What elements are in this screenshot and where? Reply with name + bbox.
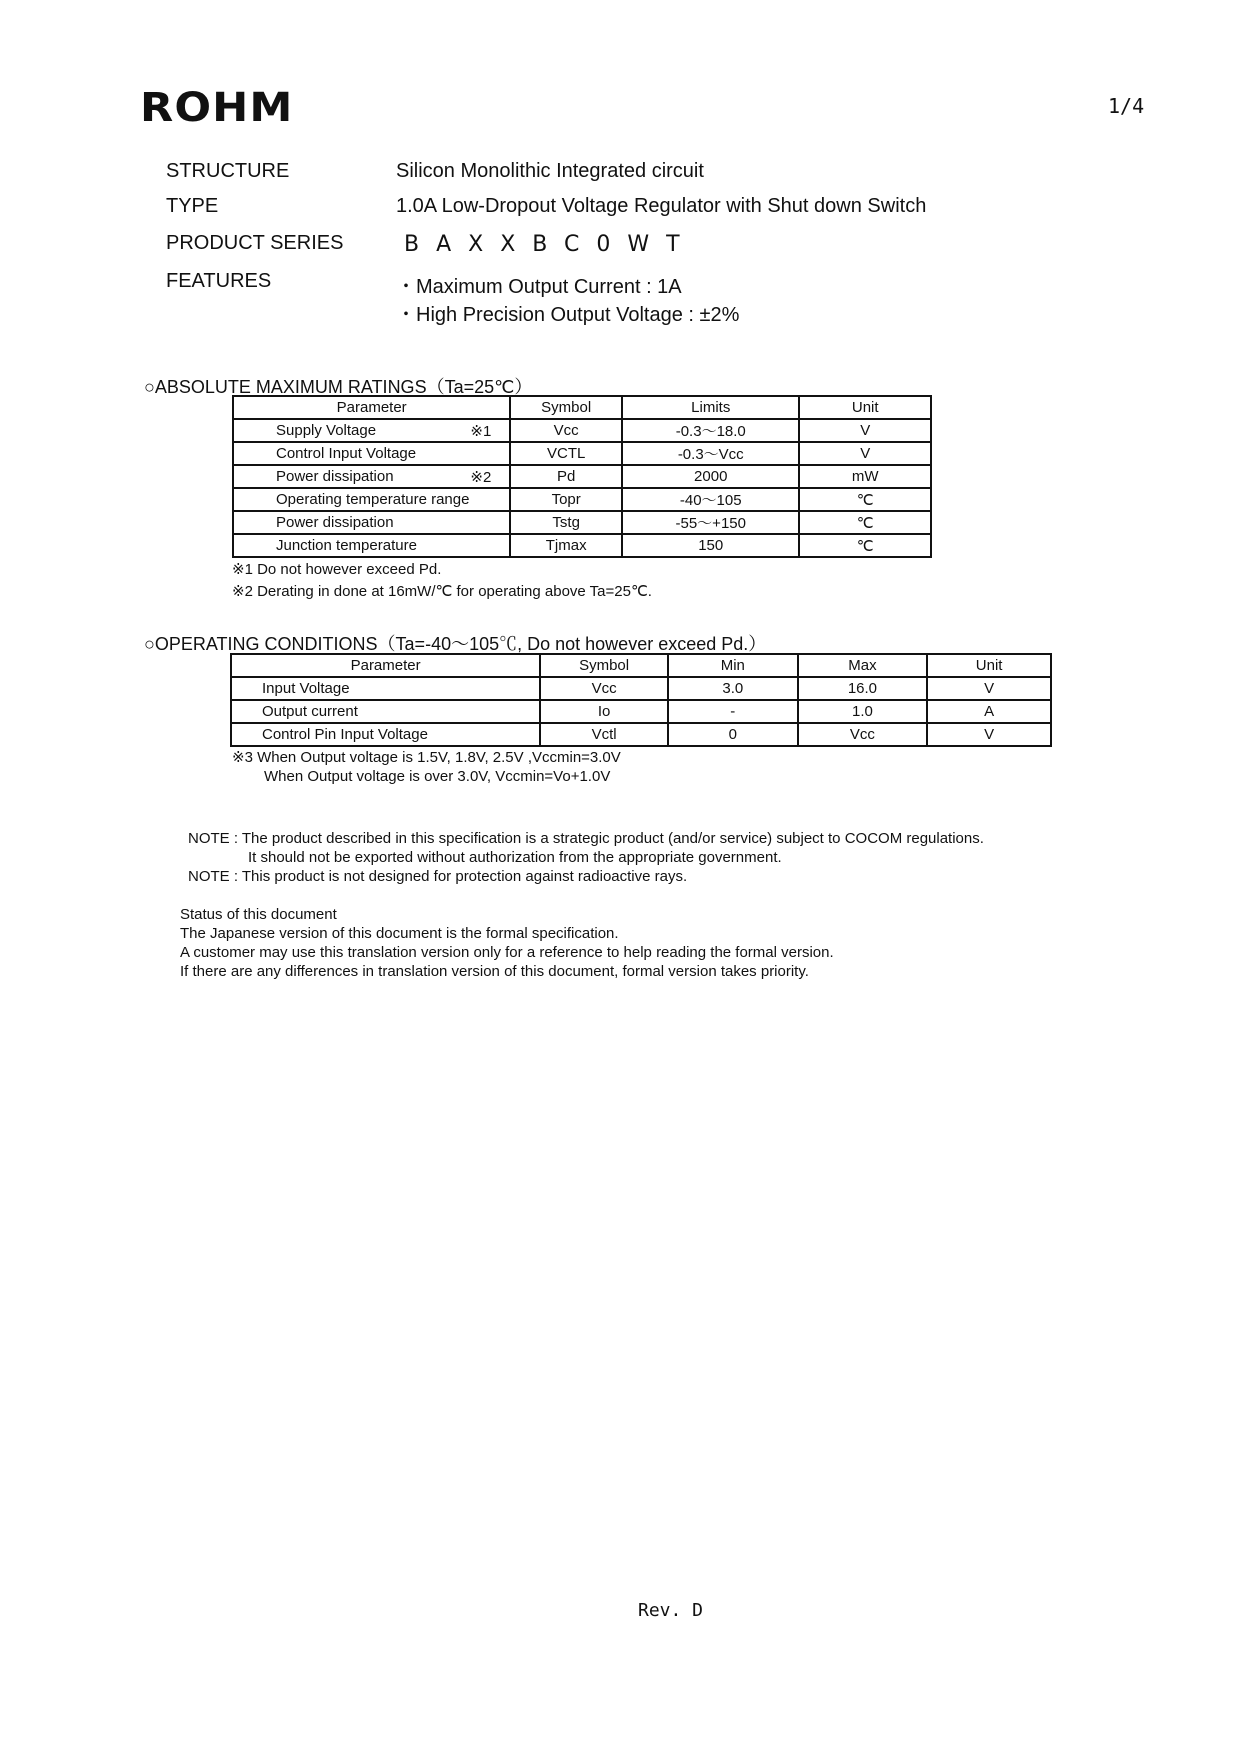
header-parameter: Parameter (231, 654, 540, 677)
param-cell: Operating temperature range (276, 491, 470, 508)
type-value: 1.0A Low-Dropout Voltage Regulator with Shut down Switch (396, 195, 927, 217)
header-symbol: Symbol (540, 654, 668, 677)
symbol-cell: Tjmax (510, 534, 622, 557)
max-cell: 1.0 (798, 700, 928, 723)
symbol-cell: Pd (510, 465, 622, 488)
param-cell: Control Pin Input Voltage (231, 723, 540, 746)
note-cocom: NOTE : The product described in this specification is a strategic product (and/or service) subject to COCOM regulations. (188, 830, 984, 847)
structure-value: Silicon Monolithic Integrated circuit (396, 160, 704, 182)
param-cell: Input Voltage (231, 677, 540, 700)
rohm-logo: ROHM (140, 85, 294, 131)
table-header-row (231, 654, 1051, 677)
symbol-cell: Topr (510, 488, 622, 511)
header-symbol: Symbol (510, 396, 622, 419)
symbol-cell: Vctl (540, 723, 668, 746)
max-cell: Vcc (798, 723, 928, 746)
min-cell: - (668, 700, 798, 723)
footnote: ※3 When Output voltage is 1.5V, 1.8V, 2.5V ,Vccmin=3.0V (232, 749, 621, 766)
abs-max-table (232, 395, 932, 558)
max-cell: 16.0 (798, 677, 928, 700)
footnote: ※2 Derating in done at 16mW/℃ for operating above Ta=25℃. (232, 583, 652, 600)
table-row (231, 723, 1051, 746)
param-cell: Power dissipation (276, 467, 394, 485)
table-row (233, 534, 931, 557)
structure-label: STRUCTURE (166, 160, 290, 182)
table-row (231, 700, 1051, 723)
symbol-cell: Vcc (540, 677, 668, 700)
table-row (233, 488, 931, 511)
limit-cell: -40～105 (622, 488, 799, 511)
symbol-cell: Vcc (510, 419, 622, 442)
op-cond-title: ○OPERATING CONDITIONS（Ta=-40～105℃, Do not however exceed Pd.） (144, 634, 767, 654)
revision-label: Rev. D (638, 1600, 704, 1621)
note-cocom-continued: It should not be exported without authorization from the appropriate government. (248, 849, 782, 866)
status-line: If there are any differences in translation version of this document, formal version takes priority. (180, 963, 809, 980)
header-min: Min (668, 654, 798, 677)
footnote: ※1 Do not however exceed Pd. (232, 561, 442, 578)
unit-cell: A (927, 700, 1051, 723)
type-label: TYPE (166, 195, 219, 217)
unit-cell: V (927, 723, 1051, 746)
unit-cell: ℃ (799, 488, 931, 511)
limit-cell: 2000 (622, 465, 799, 488)
unit-cell: V (927, 677, 1051, 700)
param-cell: Control Input Voltage (276, 445, 417, 462)
abs-max-title: ○ABSOLUTE MAXIMUM RATINGS（Ta=25℃） (144, 377, 533, 397)
table-row (233, 419, 931, 442)
features-label: FEATURES (166, 270, 272, 292)
feature-item: ・Maximum Output Current : 1A (396, 276, 682, 298)
product-series-value: BAXXBC0WT (404, 232, 697, 257)
limit-cell: -55～+150 (622, 511, 799, 534)
footnote: When Output voltage is over 3.0V, Vccmin=Vo+1.0V (264, 768, 611, 785)
table-row (231, 677, 1051, 700)
table-row (233, 465, 931, 488)
unit-cell: V (799, 419, 931, 442)
limit-cell: -0.3～18.0 (622, 419, 799, 442)
symbol-cell: VCTL (510, 442, 622, 465)
note-radiation: NOTE : This product is not designed for protection against radioactive rays. (188, 868, 688, 885)
unit-cell: ℃ (799, 511, 931, 534)
op-cond-table (230, 653, 1052, 747)
table-row (233, 511, 931, 534)
feature-item: ・High Precision Output Voltage : ±2% (396, 304, 740, 326)
product-series-label: PRODUCT SERIES (166, 232, 344, 254)
symbol-cell: Io (540, 700, 668, 723)
header-limits: Limits (622, 396, 799, 419)
min-cell: 0 (668, 723, 798, 746)
table-header-row (233, 396, 931, 419)
page-number: 1/4 (1108, 94, 1145, 118)
header-unit: Unit (799, 396, 931, 419)
header-parameter: Parameter (233, 396, 510, 419)
unit-cell: mW (799, 465, 931, 488)
param-cell: Junction temperature (276, 537, 417, 554)
status-title: Status of this document (180, 906, 337, 923)
param-cell: Output current (231, 700, 540, 723)
limit-cell: -0.3～Vcc (622, 442, 799, 465)
footnote-mark: ※2 (470, 468, 492, 486)
unit-cell: ℃ (799, 534, 931, 557)
symbol-cell: Tstg (510, 511, 622, 534)
header-max: Max (798, 654, 928, 677)
status-line: The Japanese version of this document is the formal specification. (180, 925, 619, 942)
footnote-mark: ※1 (470, 422, 492, 440)
param-cell: Supply Voltage (276, 421, 377, 439)
status-line: A customer may use this translation version only for a reference to help reading the formal version. (180, 944, 834, 961)
min-cell: 3.0 (668, 677, 798, 700)
param-cell: Power dissipation (276, 514, 394, 531)
table-row (233, 442, 931, 465)
header-unit: Unit (927, 654, 1051, 677)
limit-cell: 150 (622, 534, 799, 557)
unit-cell: V (799, 442, 931, 465)
